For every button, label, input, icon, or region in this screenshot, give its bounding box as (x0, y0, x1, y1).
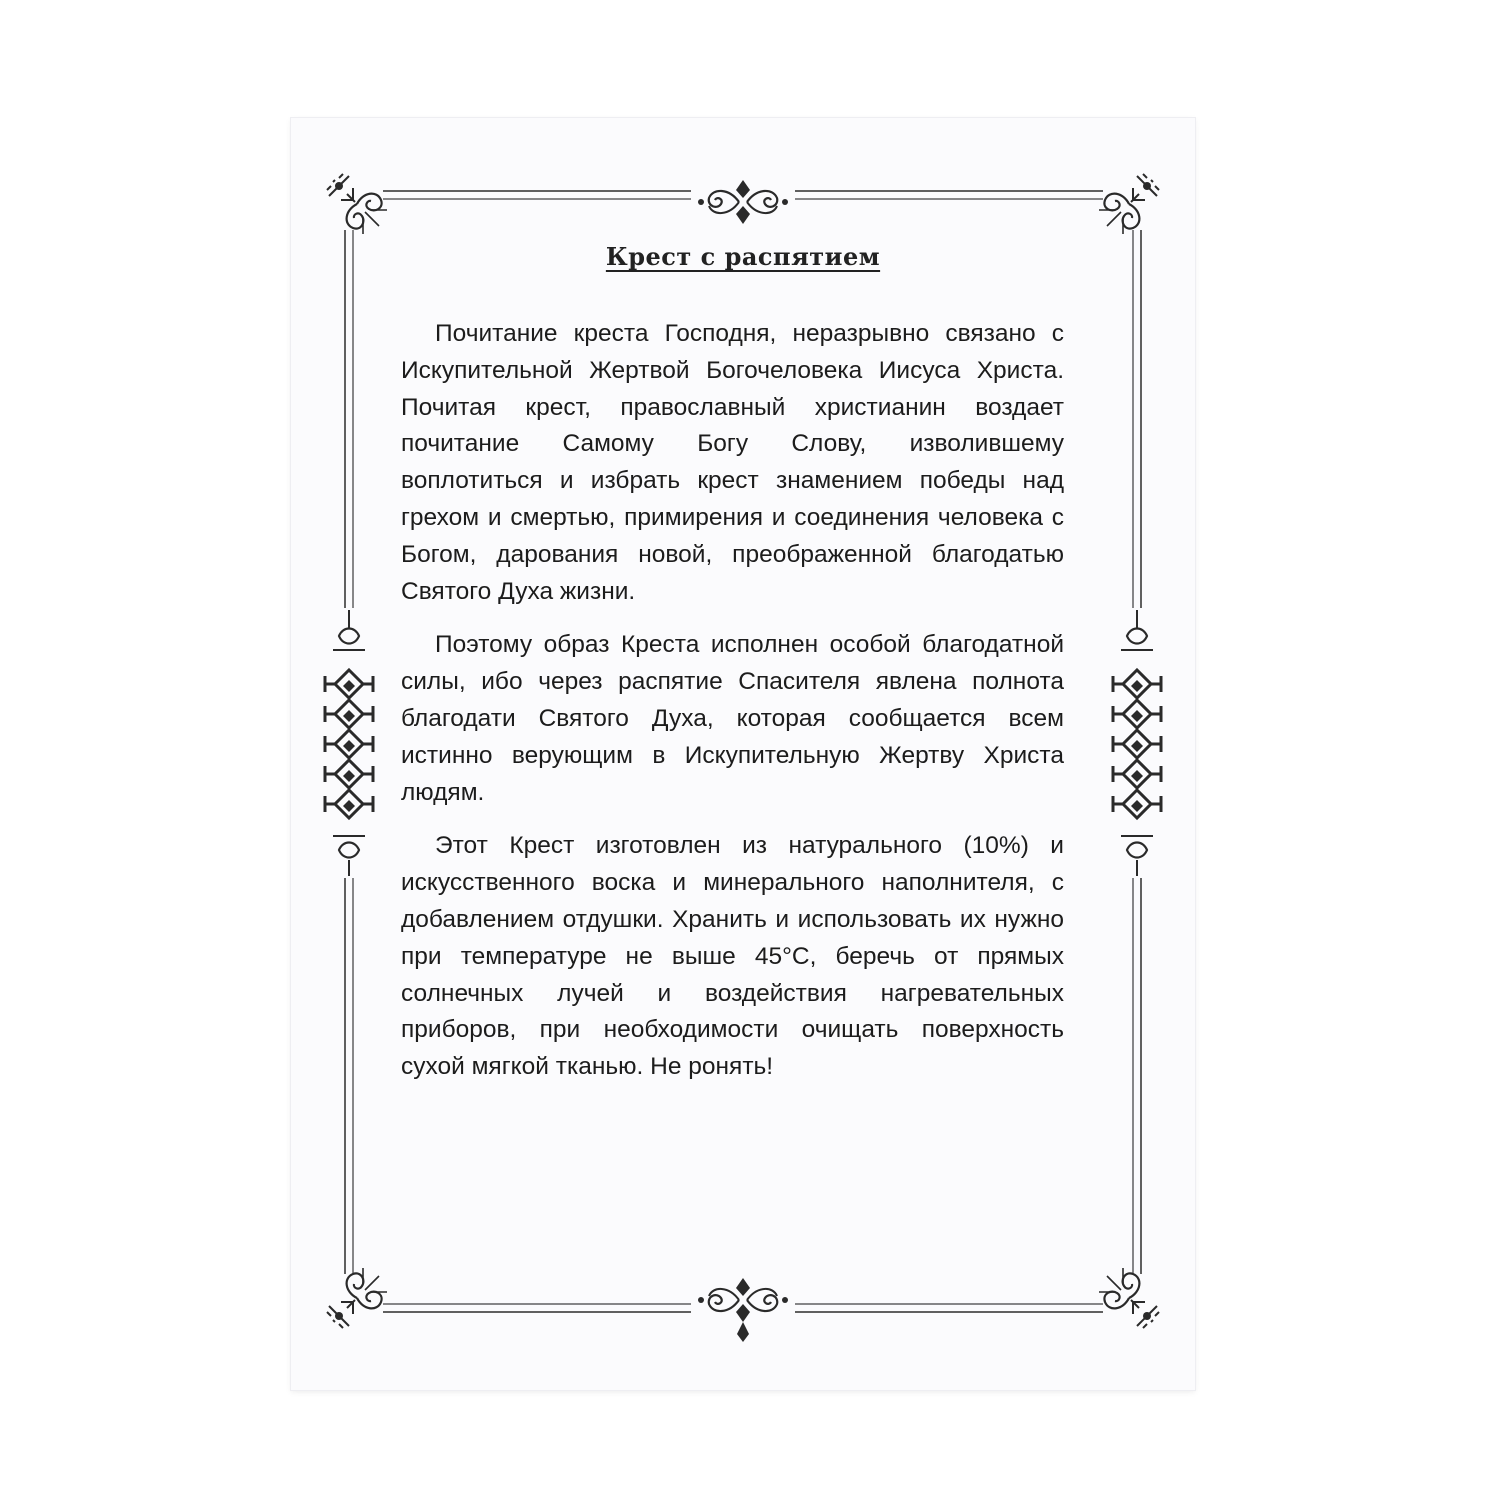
document-sheet (291, 118, 1195, 1390)
document-body (401, 316, 1064, 1103)
paragraph-3: Этот Крест изготовлен из натурального (10%) и искусственного воска и минерального наполнителя, с добавлением отдушки. Хранить и использовать их нужно при температуре не выше 45°С, беречь от прямых солнечных лучей и воздействия нагревательных приборов, при необходимости очищать поверхность сухой мягкой тканью. Не ронять! (401, 832, 1064, 1081)
document-title: Крест с распятием (605, 242, 881, 271)
paragraph-2: Поэтому образ Креста исполнен особой благодатной силы, ибо через распятие Спасителя явлена полнота благодати Святого Духа, которая сообщается всем истинно верующим в Искупительную Жертву Христа людям. (401, 631, 1064, 806)
paragraph-1: Почитание креста Господня, неразрывно связано с Искупительной Жертвой Богочеловека Иисуса Христа. Почитая крест, православный христианин воздает почитание Самому Богу Слову, изволившему воплотиться и избрать крест знамением победы над грехом и смертью, примирения и соединения человека с Богом, дарования новой, преображенной благодатью Святого Духа жизни. (401, 320, 1064, 605)
